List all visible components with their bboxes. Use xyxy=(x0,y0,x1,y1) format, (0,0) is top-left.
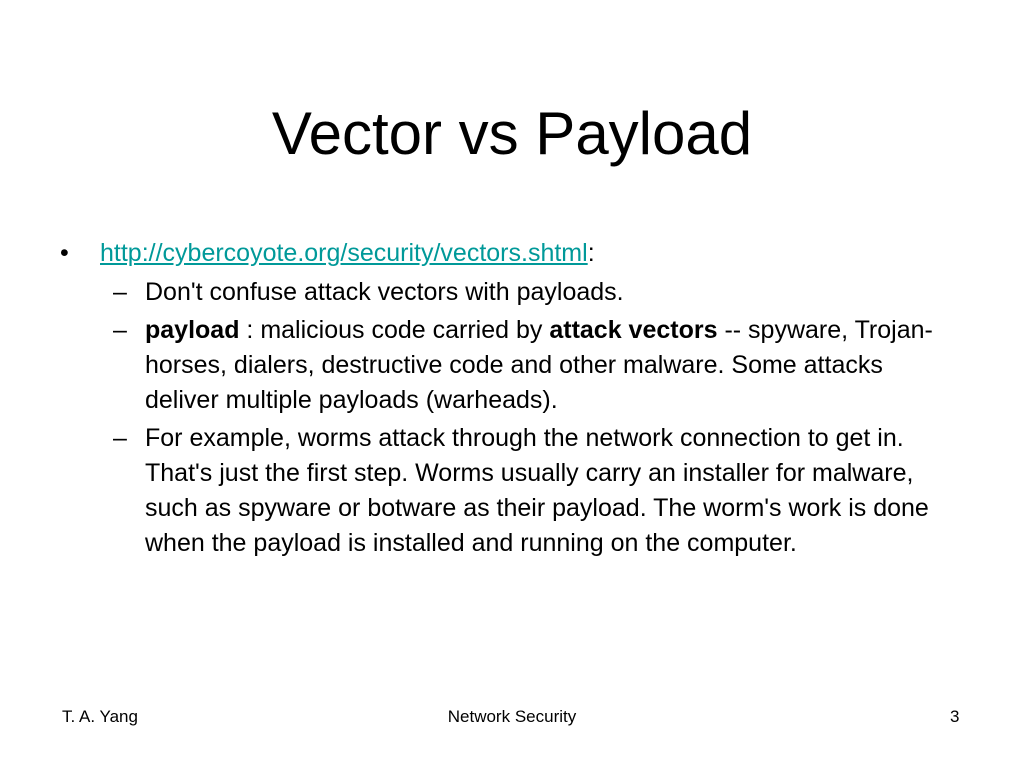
sub-bullet-2 xyxy=(60,313,960,418)
footer-author: T. A. Yang xyxy=(62,707,138,726)
payload-term: payload xyxy=(145,316,240,344)
slide-title: Vector vs Payload xyxy=(271,100,753,167)
bullet-marker: • xyxy=(60,239,69,267)
attack-vectors-term: attack vectors xyxy=(549,316,718,344)
sub-bullet-marker: – xyxy=(113,424,127,452)
slide-body xyxy=(60,236,960,564)
sub-bullet-1-text: Don't confuse attack vectors with payloads. xyxy=(145,278,624,306)
footer-page-number: 3 xyxy=(950,707,960,726)
footer-course: Network Security xyxy=(447,707,577,726)
sub-bullet-marker: – xyxy=(113,316,127,344)
bullet-link xyxy=(60,236,960,271)
sub-bullet-3 xyxy=(60,421,960,561)
sub-bullet-3-text: For example, worms attack through the network connection to get in. That's just the first step. Worms usually carry an installer for malware, such as spyware or botware as their payload. The worm's work is done when the payload is installed and running on the computer. xyxy=(145,424,929,557)
sub-bullet-1 xyxy=(60,275,960,310)
payload-definition-part2: -- spyware, Trojan-horses, dialers, destructive code and other malware. Some attacks deliver multiple payloads (warheads). xyxy=(145,316,933,414)
reference-link[interactable]: http://cybercoyote.org/security/vectors.shtml xyxy=(100,239,588,267)
link-suffix: : xyxy=(587,239,595,267)
payload-definition-part1: : malicious code carried by xyxy=(239,316,550,344)
sub-bullet-marker: – xyxy=(113,278,127,306)
